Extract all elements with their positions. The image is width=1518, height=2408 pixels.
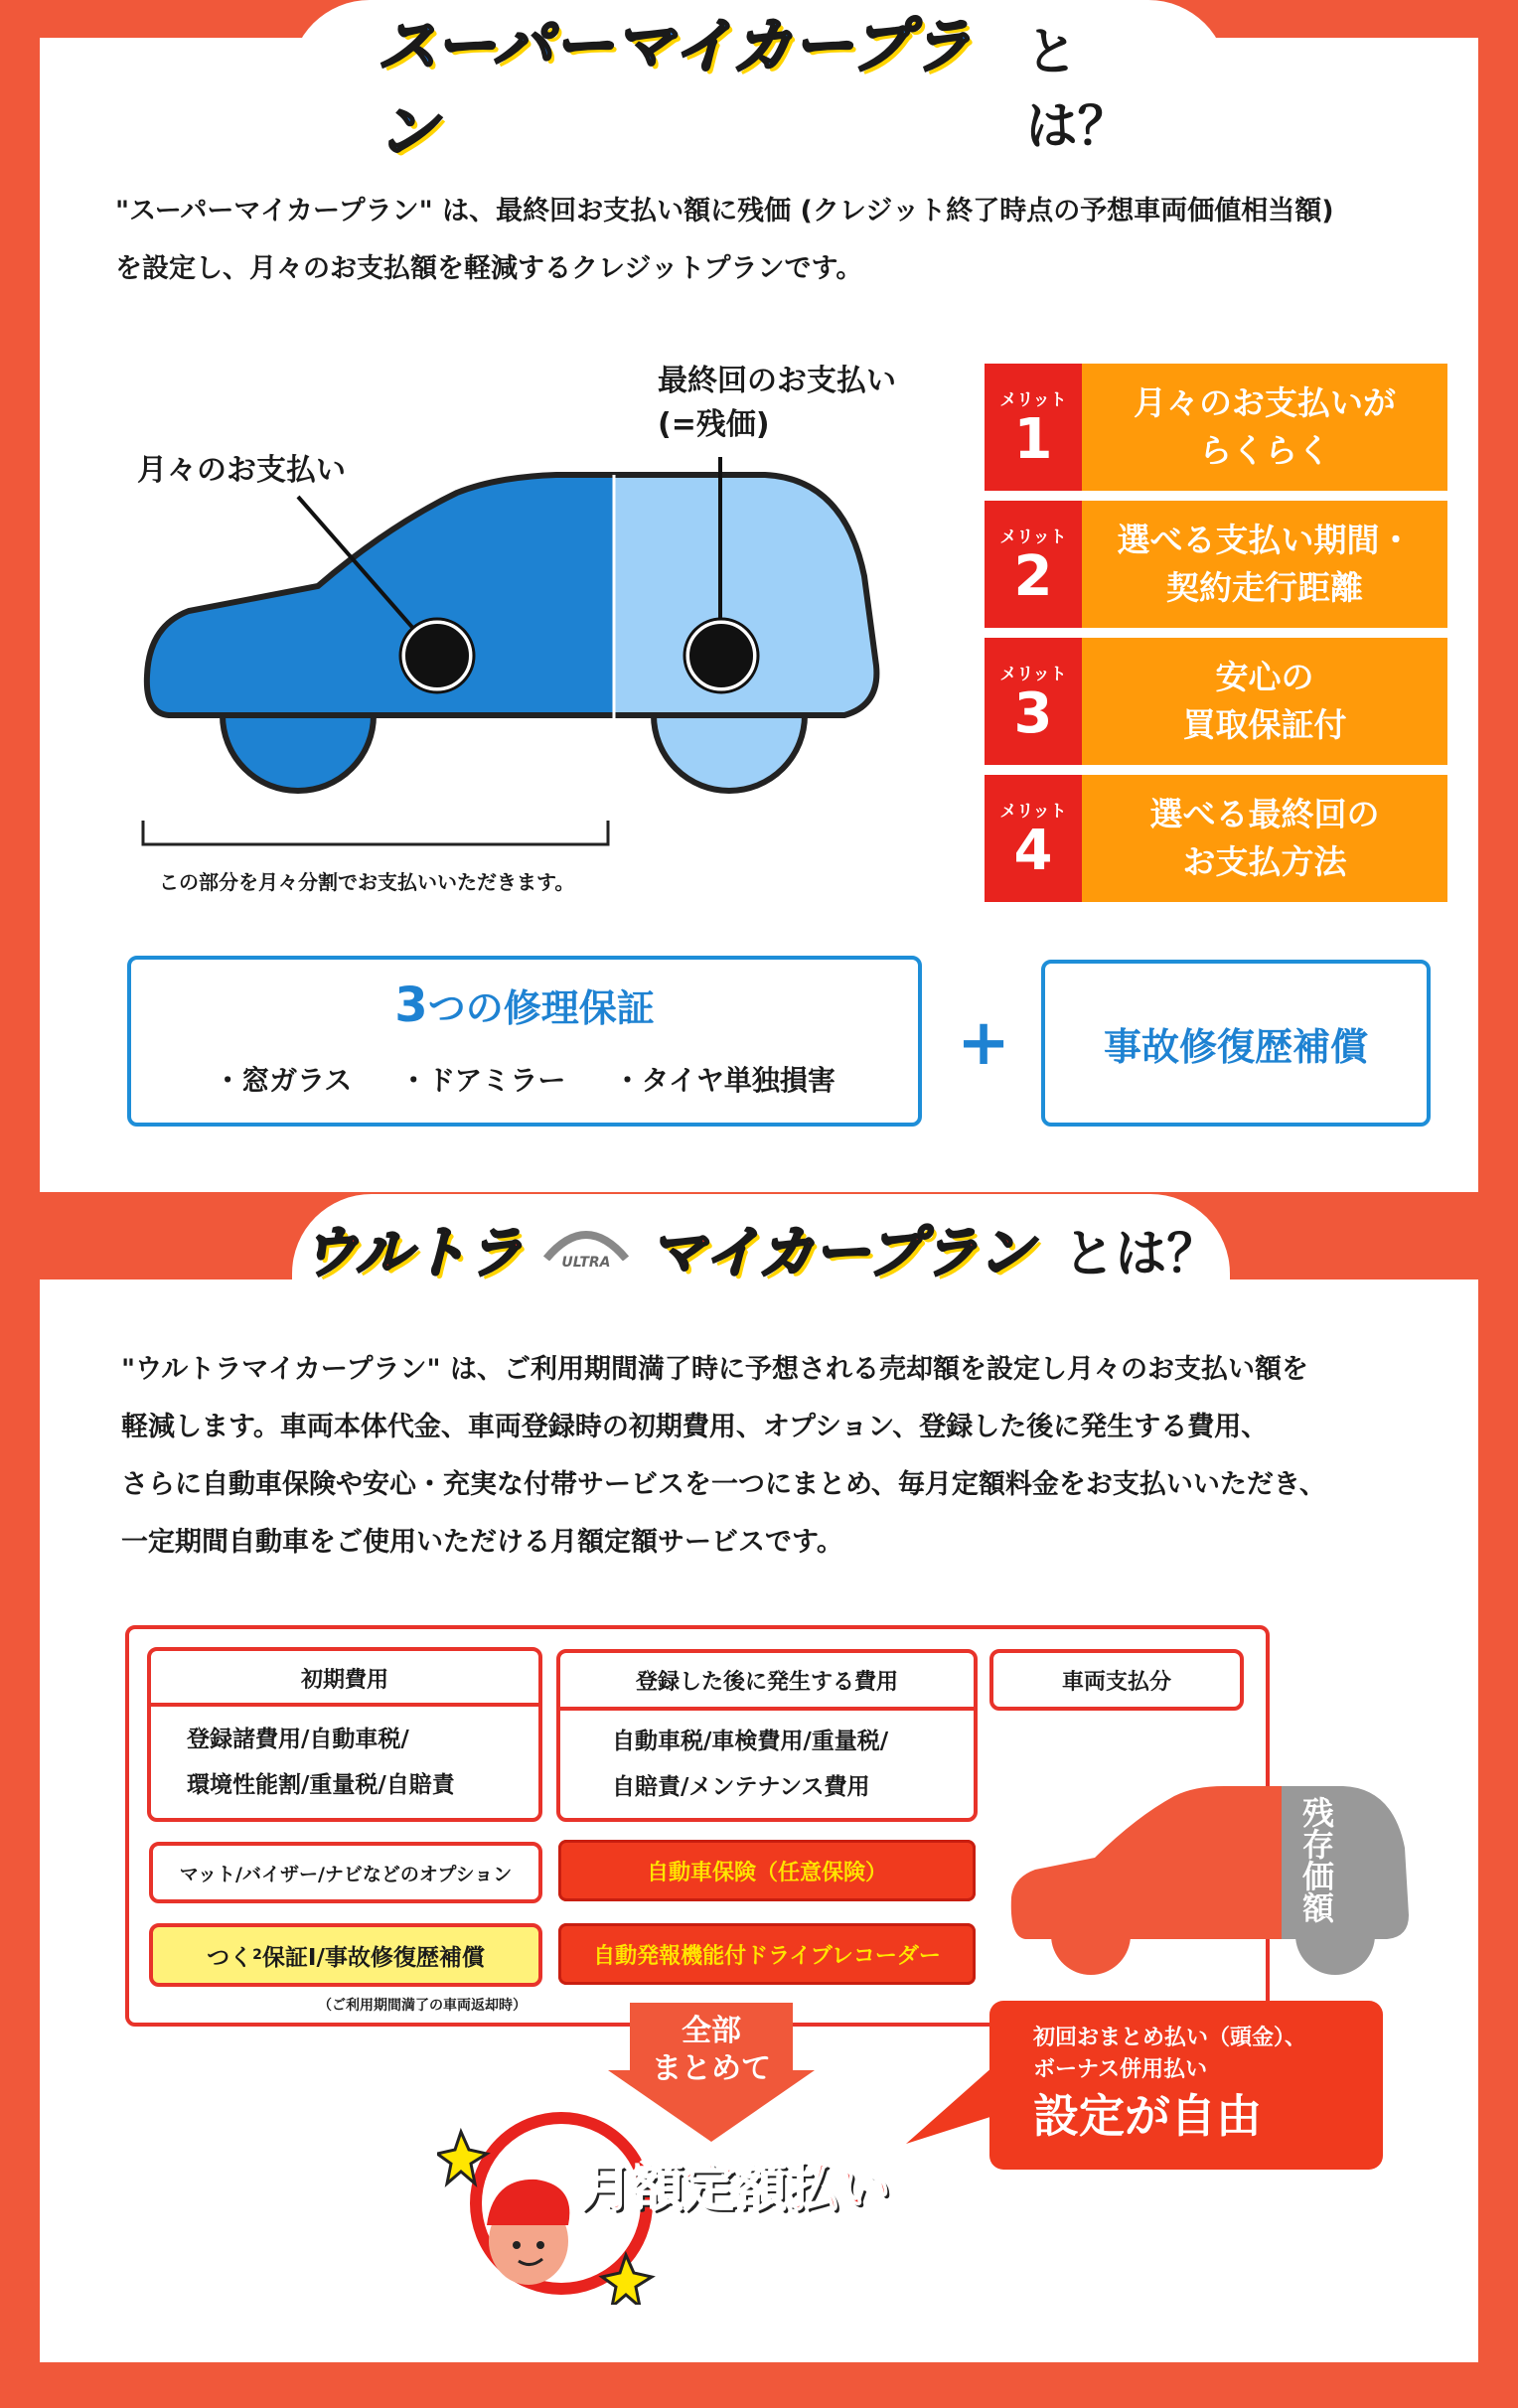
merit-3 [985, 638, 1447, 765]
car-label-monthly: 月々のお支払い [137, 453, 346, 488]
merit-3-number: メリット 3 [985, 638, 1082, 765]
ultra-logo-text: ULTRA [561, 1255, 611, 1271]
after-registration-box [556, 1649, 978, 1822]
bracket-caption: この部分を月々分割でお支払いいただきます。 [159, 870, 575, 894]
initial-fees-head: 初期費用 [151, 1651, 538, 1707]
description-line-1: "スーパーマイカープラン" は、最終回お支払い額に残価 (クレジット終了時点の予想車両価値相当額) [115, 196, 1334, 226]
initial-fees-box [147, 1647, 542, 1822]
mycar-plan-title: マイカープラン [649, 1221, 1034, 1285]
plus-sign: + [957, 1006, 1010, 1080]
item-tire-damage: ・タイヤ単独損害 [613, 1064, 835, 1097]
merit-1-number: メリット 1 [985, 364, 1082, 491]
tsuku-warranty-box: つく 2 保証Ⅰ/事故修復歴補償 [149, 1923, 542, 1987]
merit-2-text: 選べる支払い期間・ 契約走行距離 [1082, 501, 1447, 628]
initial-fees-body: 登録諸費用/自動車税/ 環境性能割/重量税/自賠責 [187, 1727, 455, 1798]
merit-2 [985, 501, 1447, 628]
merit-4-number: メリット 4 [985, 775, 1082, 902]
section2-description [121, 1341, 1452, 1572]
section2-title-suffix: とは？ [1063, 1224, 1219, 1284]
s2-line-1: "ウルトラマイカープラン" は、ご利用期間満了時に予想される売却額を設定し月々のお支払い額を [121, 1354, 1309, 1385]
vehicle-payment-box [989, 1649, 1244, 1711]
tsuku-note: （ご利用期間満了の車両返却時） [318, 1998, 527, 2014]
section2-title [298, 1204, 1222, 1293]
section1-title [378, 12, 1172, 167]
merit-1-text: 月々のお支払いが らくらく [1082, 364, 1447, 491]
merit-2-number: メリット 2 [985, 501, 1082, 628]
description-line-2: を設定し、月々のお支払額を軽減するクレジットプランです。 [115, 253, 863, 284]
repair-warranty-box [127, 956, 922, 1127]
residual-value-label: 残存価額 [1297, 1796, 1335, 1923]
vehicle-payment-label: 車両支払分 [1061, 1669, 1171, 1695]
repair-warranty-title: 3つの修理保証 [394, 978, 655, 1033]
residual-car-icon [1005, 1778, 1413, 1977]
car-label-final [658, 360, 896, 447]
item-door-mirror: ・ドアミラー [399, 1064, 566, 1097]
monthly-fixed-payment: 月額定額払い [580, 2159, 891, 2218]
merit-1 [985, 364, 1447, 491]
merit-4-text: 選べる最終回の お支払方法 [1082, 775, 1447, 902]
car-label-final-line1: 最終回のお支払い [658, 364, 896, 398]
car-illustration [129, 457, 894, 854]
bubble-line-1: 初回おまとめ払い（頭金）、 [1033, 2026, 1307, 2050]
after-registration-head: 登録した後に発生する費用 [560, 1653, 974, 1711]
bubble-line-2: ボーナス併用払い [1033, 2057, 1208, 2082]
s2-line-2: 軽減します。車両本体代金、車両登録時の初期費用、オプション、登録した後に発生する費用、 [121, 1412, 1269, 1442]
bubble-big-text: 設定が自由 [1033, 2089, 1262, 2143]
bubble-text [1033, 2023, 1306, 2146]
super-mycar-plan-title: スーパーマイカープラン [378, 12, 972, 167]
accident-repair-label: 事故修復歴補償 [1103, 1024, 1368, 1069]
accident-repair-box [1041, 960, 1431, 1127]
repair-warranty-items [131, 1059, 918, 1099]
after-registration-body: 自動車税/車検費用/重量税/ 自賠責/メンテナンス費用 [612, 1729, 889, 1800]
merit-4 [985, 775, 1447, 902]
ultra-logo [536, 1227, 636, 1271]
options-box [149, 1842, 542, 1903]
options-label: マット/バイザー/ナビなどのオプション [179, 1863, 513, 1885]
title-suffix: とは？ [1025, 23, 1130, 157]
drive-recorder-pill: 自動発報機能付ドライブレコーダー [558, 1923, 976, 1985]
merit-3-text: 安心の 買取保証付 [1082, 638, 1447, 765]
item-window-glass: ・窓ガラス [214, 1064, 353, 1097]
insurance-pill: 自動車保険（任意保険） [558, 1840, 976, 1901]
s2-line-3: さらに自動車保険や安心・充実な付帯サービスを一つにまとめ、毎月定額料金をお支払いいただき、 [121, 1469, 1326, 1500]
ultra-title: ウルトラ [301, 1221, 523, 1285]
section1-description [115, 183, 1446, 298]
arrow-label: 全部 まとめて [652, 2014, 771, 2086]
car-label-final-line2: (=残価) [658, 407, 770, 442]
s2-line-4: 一定期間自動車をご使用いただける月額定額サービスです。 [121, 1527, 843, 1558]
